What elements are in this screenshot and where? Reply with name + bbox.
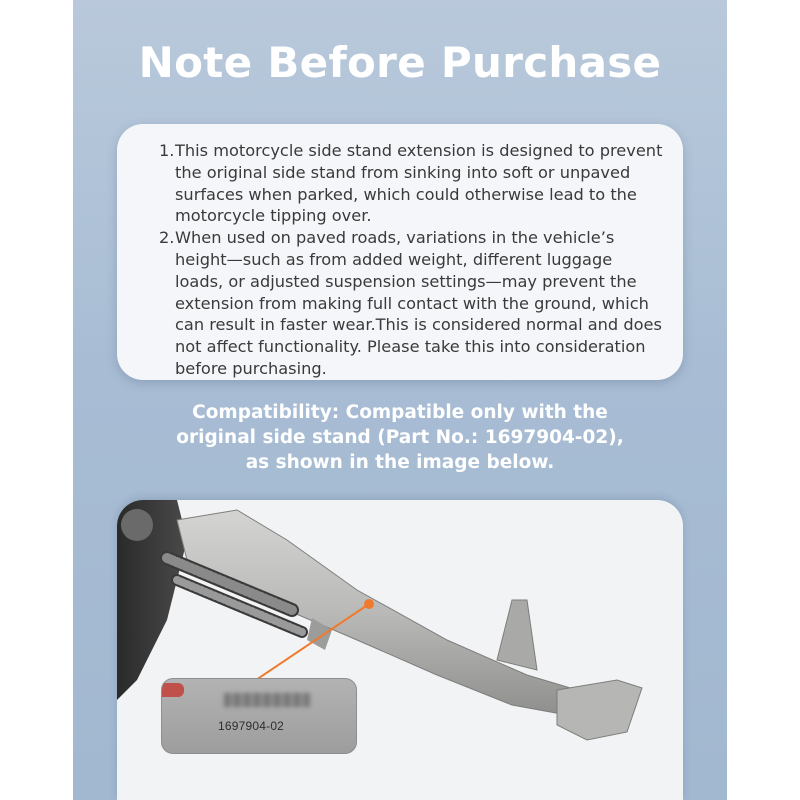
compatibility-line: original side stand (Part No.: 1697904-02), bbox=[176, 427, 624, 448]
bolt bbox=[121, 509, 153, 541]
side-stand-photo bbox=[117, 500, 683, 800]
note-card bbox=[117, 124, 683, 380]
stand-foot bbox=[557, 680, 642, 740]
note-number: 2. bbox=[159, 228, 175, 248]
note-text: When used on paved roads, variations in the vehicle’s height—such as from added weight, different luggage loads, or adjusted suspension settings—may prevent the extension from making full contact with the ground, which can result in faster wear.This is considered normal and does not affect functionality. Please take this into consideration before purchasing. bbox=[175, 228, 662, 378]
callout-dot bbox=[364, 599, 374, 609]
page-title: Note Before Purchase bbox=[138, 38, 662, 87]
compatibility-line: as shown in the image below. bbox=[245, 452, 555, 473]
product-info-panel bbox=[73, 0, 727, 800]
compatibility-line: Compatibility: Compatible only with the bbox=[192, 402, 608, 423]
compatibility-note bbox=[73, 400, 727, 475]
blurred-label bbox=[224, 693, 310, 707]
part-number: 1697904-02 bbox=[218, 719, 285, 733]
note-item bbox=[159, 140, 663, 227]
side-stand-illustration bbox=[117, 500, 683, 800]
part-number-closeup bbox=[161, 678, 357, 754]
note-number: 1. bbox=[159, 141, 175, 160]
stand-tab bbox=[497, 600, 537, 670]
note-list bbox=[159, 140, 663, 380]
note-item bbox=[159, 227, 663, 380]
note-text: This motorcycle side stand extension is designed to prevent the original side stand from sinking into soft or unpaved surfaces when parked, which could otherwise lead to the motorcycle tipping over. bbox=[175, 141, 663, 226]
brand-mark bbox=[162, 683, 184, 697]
